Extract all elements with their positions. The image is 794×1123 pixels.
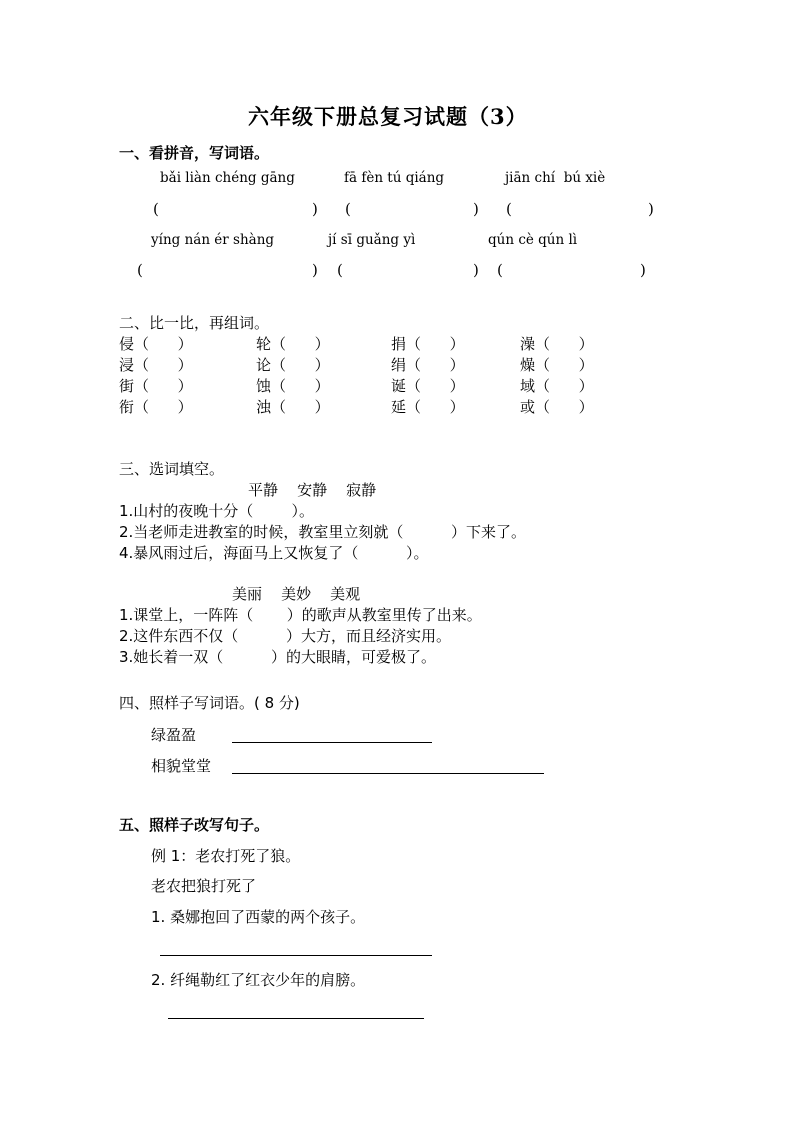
answer-paren-open: ( — [345, 200, 351, 218]
compare-cell: 浸（ ） — [119, 356, 193, 374]
rewrite-item: 2. 纤绳勒红了红衣少年的肩膀。 — [151, 971, 366, 989]
section1-heading: 一、看拼音，写词语。 — [119, 144, 270, 162]
answer-line — [232, 773, 544, 774]
example-word: 绿盈盈 — [151, 726, 197, 744]
answer-paren-close: ) — [312, 200, 318, 218]
answer-paren-close: ) — [473, 200, 479, 218]
answer-paren-open: ( — [506, 200, 512, 218]
compare-cell: 衔（ ） — [119, 398, 193, 416]
pinyin-2-1: yíng nán ér shàng — [151, 232, 275, 248]
compare-cell: 论（ ） — [256, 356, 330, 374]
answer-line — [168, 1018, 424, 1019]
example-sentence: 例 1：老农打死了狼。 — [151, 847, 301, 865]
example-answer: 老农把狼打死了 — [151, 877, 257, 895]
compare-cell: 或（ ） — [520, 398, 594, 416]
answer-line — [160, 955, 432, 956]
answer-paren-close: ) — [648, 200, 654, 218]
rewrite-item: 1. 桑娜抱回了西蒙的两个孩子。 — [151, 908, 366, 926]
word-choices-2: 美丽 美妙 美观 — [232, 585, 361, 603]
fill-item: 3.她长着一双（ ）的大眼睛，可爱极了。 — [119, 648, 436, 666]
fill-item: 4.暴风雨过后，海面马上又恢复了（ ）。 — [119, 544, 429, 562]
fill-item: 2.这件东西不仅（ ）大方，而且经济实用。 — [119, 627, 451, 645]
compare-cell: 诞（ ） — [391, 377, 465, 395]
compare-cell: 浊（ ） — [256, 398, 330, 416]
compare-cell: 延（ ） — [391, 398, 465, 416]
answer-paren-close: ) — [473, 261, 479, 279]
answer-paren-open: ( — [137, 261, 143, 279]
answer-paren-close: ) — [312, 261, 318, 279]
example-word: 相貌堂堂 — [151, 757, 212, 775]
word-choices-1: 平静 安静 寂静 — [248, 481, 377, 499]
answer-line — [232, 742, 432, 743]
page-title: 六年级下册总复习试题（3） — [248, 104, 528, 129]
section4-heading: 四、照样子写词语。( 8 分) — [119, 694, 300, 712]
answer-paren-close: ) — [640, 261, 646, 279]
pinyin-1-2: fā fèn tú qiáng — [344, 170, 445, 186]
compare-cell: 澡（ ） — [520, 335, 594, 353]
compare-cell: 绢（ ） — [391, 356, 465, 374]
fill-item: 1.山村的夜晚十分（ ）。 — [119, 502, 314, 520]
compare-cell: 燥（ ） — [520, 356, 594, 374]
compare-cell: 捐（ ） — [391, 335, 465, 353]
compare-cell: 蚀（ ） — [256, 377, 330, 395]
compare-cell: 域（ ） — [520, 377, 594, 395]
pinyin-1-3: jiān chí bú xiè — [505, 170, 606, 186]
fill-item: 2.当老师走进教室的时候，教室里立刻就（ ）下来了。 — [119, 523, 526, 541]
section5-heading: 五、照样子改写句子。 — [119, 816, 270, 834]
pinyin-2-3: qún cè qún lì — [488, 232, 578, 248]
answer-paren-open: ( — [337, 261, 343, 279]
fill-item: 1.课堂上，一阵阵（ ）的歌声从教室里传了出来。 — [119, 606, 482, 624]
pinyin-1-1: bǎi liàn chéng gāng — [160, 170, 295, 186]
section3-heading: 三、选词填空。 — [119, 460, 225, 478]
compare-cell: 轮（ ） — [256, 335, 330, 353]
section2-heading: 二、比一比，再组词。 — [119, 314, 270, 332]
compare-cell: 侵（ ） — [119, 335, 193, 353]
pinyin-2-2: jí sī guǎng yì — [328, 232, 416, 248]
answer-paren-open: ( — [153, 200, 159, 218]
compare-cell: 街（ ） — [119, 377, 193, 395]
answer-paren-open: ( — [497, 261, 503, 279]
